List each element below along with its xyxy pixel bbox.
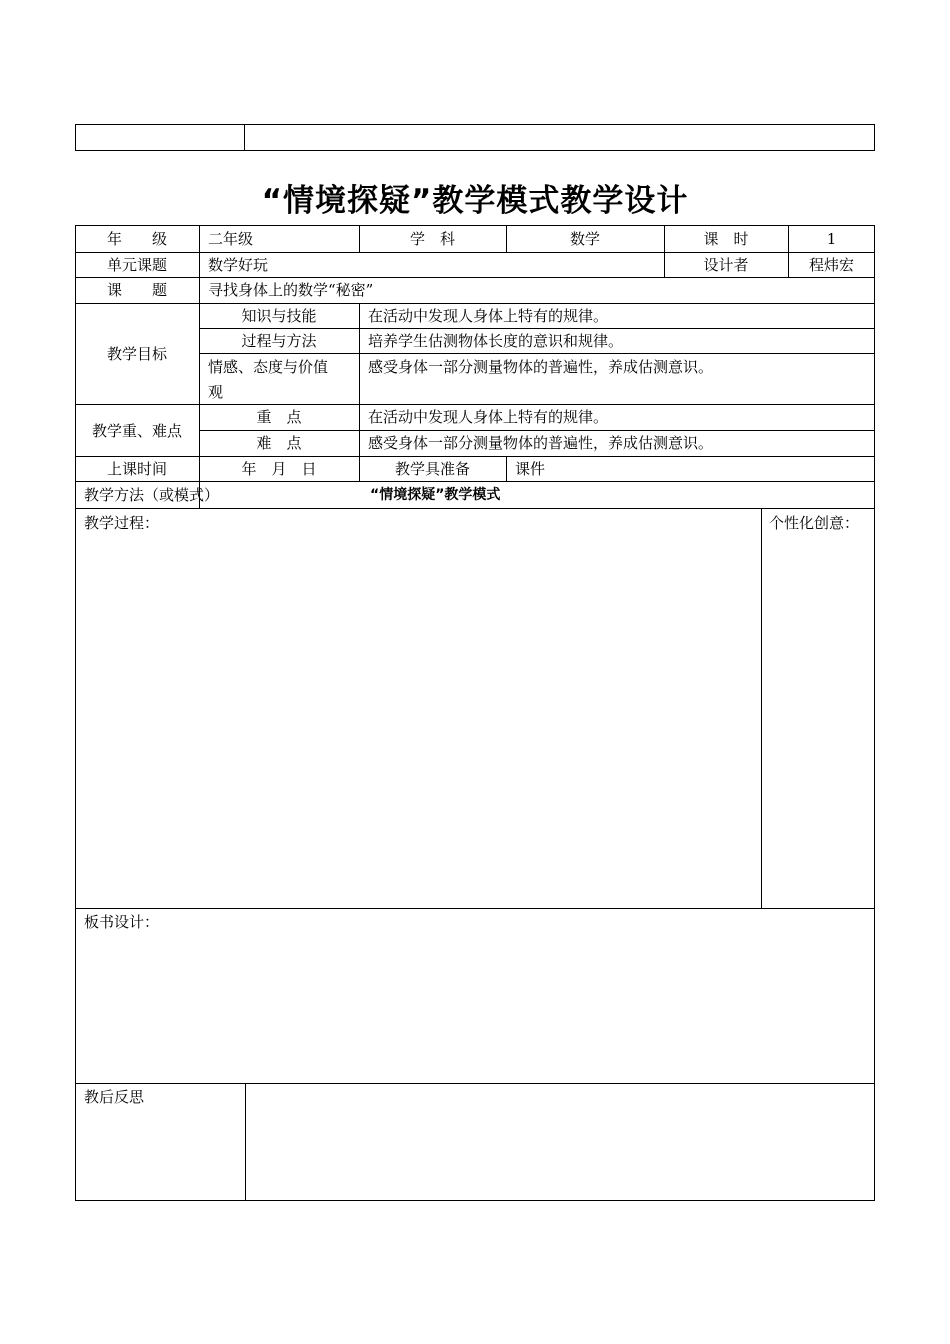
creative-label: 个性化创意：	[769, 514, 860, 532]
period-label: 课 时	[703, 230, 749, 248]
difficult-label: 难 点	[256, 434, 302, 452]
board-label: 板书设计：	[84, 913, 160, 931]
unit-label: 单元课题	[106, 256, 167, 274]
goal3-label-cont: 观	[208, 383, 224, 401]
key-label: 重 点	[256, 408, 302, 426]
subject-label: 学 科	[409, 230, 455, 248]
header-strip	[75, 124, 875, 151]
col-divider	[359, 303, 360, 481]
col-divider	[245, 1083, 246, 1201]
lesson-label: 课 题	[106, 281, 167, 299]
row-divider	[75, 908, 875, 909]
prep-value: 课件	[515, 460, 546, 478]
keypoints-label: 教学重、难点	[91, 422, 182, 440]
designer-label: 设计者	[703, 256, 749, 274]
row-divider	[75, 1083, 875, 1084]
page-title: “情境探疑”教学模式教学设计	[261, 183, 689, 219]
row-divider	[75, 481, 875, 482]
row-divider	[75, 303, 875, 304]
goals-label: 教学目标	[106, 345, 167, 363]
unit-value: 数学好玩	[208, 256, 269, 274]
row-divider	[75, 508, 875, 509]
grade-value: 二年级	[208, 230, 254, 248]
header-strip-divider	[244, 124, 245, 151]
subject-value: 数学	[569, 230, 600, 248]
process-label: 教学过程：	[84, 514, 160, 532]
method-value: “情境探疑”教学模式	[370, 487, 501, 503]
key-value: 在活动中发现人身体上特有的规律。	[368, 408, 609, 426]
row-divider	[75, 404, 875, 405]
reflection-label: 教后反思	[84, 1088, 145, 1106]
goal2-label: 过程与方法	[241, 332, 317, 350]
col-divider	[506, 456, 507, 481]
goal2-value: 培养学生估测物体长度的意识和规律。	[368, 332, 624, 350]
goal3-value: 感受身体一部分测量物体的普遍性，养成估测意识。	[368, 358, 714, 376]
goal1-label: 知识与技能	[241, 307, 317, 325]
grade-label: 年 级	[106, 230, 167, 248]
time-value: 年 月 日	[241, 460, 317, 478]
row-divider	[199, 353, 875, 354]
period-value: 1	[826, 230, 837, 248]
row-divider	[75, 277, 875, 278]
goal3-label: 情感、态度与价值	[208, 358, 329, 376]
row-divider	[199, 328, 875, 329]
method-label: 教学方法（或模式）	[84, 486, 220, 504]
row-divider	[75, 456, 875, 457]
prep-label: 教学具准备	[394, 460, 470, 478]
col-divider	[761, 508, 762, 908]
goal1-value: 在活动中发现人身体上特有的规律。	[368, 307, 609, 325]
designer-value: 程炜宏	[808, 256, 854, 274]
difficult-value: 感受身体一部分测量物体的普遍性，养成估测意识。	[368, 434, 714, 452]
lesson-value: 寻找身体上的数学“秘密”	[208, 281, 374, 299]
row-divider	[199, 430, 875, 431]
time-label: 上课时间	[106, 460, 167, 478]
row-divider	[75, 252, 875, 253]
